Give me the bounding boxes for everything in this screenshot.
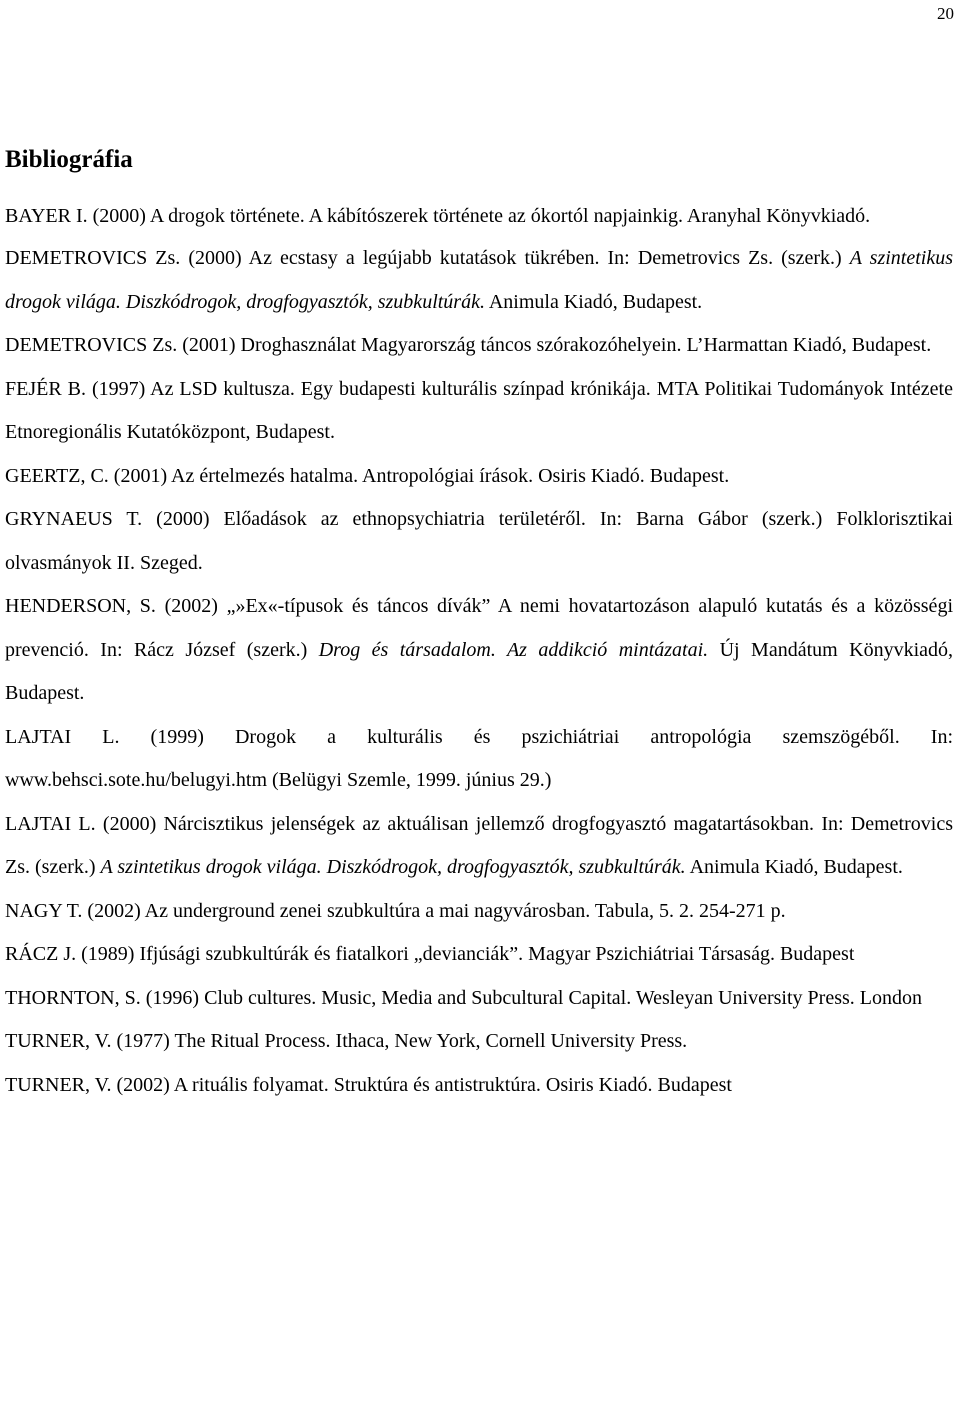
bib-entry-grynaeus: GRYNAEUS T. (2000) Előadások az ethnopsychiatria területéről. In: Barna Gábor (szerk.) Folklorisztikai olvasmányok II. Szeged.: [5, 508, 953, 574]
bib-entry-bayer: BAYER I. (2000) A drogok története. A kábítószerek története az ókortól napjainkig. Aranyhal Könyvkiadó.: [5, 205, 871, 227]
bib-entry-thornton: THORNTON, S. (1996) Club cultures. Music, Media and Subcultural Capital. Wesleyan University Press. London: [5, 986, 922, 1009]
bib-entry-lajtai-2000: LAJTAI L. (2000) Nárcisztikus jelenségek az aktuálisan jellemző drogfogyasztó magatartásokban. In: Demetrovics Zs. (szerk.) A szintetikus drogok világa. Diszkódrogok, drogfogyasztók, szubkultúrák. Animula Kiadó, Budapest.: [5, 812, 953, 878]
bib-entry-turner-1977: TURNER, V. (1977) The Ritual Process. Ithaca, New York, Cornell University Press.: [5, 1030, 688, 1052]
bib-entry-henderson: HENDERSON, S. (2002) „»Ex«-típusok és táncos dívák” A nemi hovatartozáson alapuló kutatás és a közösségi prevenció. In: Rácz József (szerk.) Drog és társadalom. Az addikció mintázatai. Új Mandátum Könyvkiadó, Budapest.: [5, 595, 953, 704]
bib-entry-demetrovics-2000: DEMETROVICS Zs. (2000) Az ecstasy a legújabb kutatások tükrében. In: Demetrovics Zs. (szerk.) A szintetikus drogok világa. Diszkódrogok, drogfogyasztók, szubkultúrák. Animula Kiadó, Budapest.: [5, 247, 953, 313]
bib-entry-nagy: NAGY T. (2002) Az underground zenei szubkultúra a mai nagyvárosban. Tabula, 5. 2. 254-271 p.: [5, 899, 786, 922]
bib-entry-turner-2002: TURNER, V. (2002) A rituális folyamat. Struktúra és antistruktúra. Osiris Kiadó. Budapest: [5, 1073, 732, 1096]
bib-entry-racz: RÁCZ J. (1989) Ifjúsági szubkultúrák és fiatalkori „devianciák”. Magyar Pszichiátriai Társaság. Budapest: [5, 943, 855, 965]
page-number: 20: [937, 4, 954, 23]
bib-entry-demetrovics-2001: DEMETROVICS Zs. (2001) Droghasználat Magyarország táncos szórakozóhelyein. L’Harmattan Kiadó, Budapest.: [5, 334, 932, 356]
bib-entry-geertz: GEERTZ, C. (2001) Az értelmezés hatalma. Antropológiai írások. Osiris Kiadó. Budapest.: [5, 464, 730, 487]
bibliography-list: [5, 196, 953, 1107]
bibliography-heading: Bibliográfia: [5, 146, 133, 173]
bib-entry-lajtai-1999: LAJTAI L. (1999) Drogok a kulturális és pszichiátriai antropológia szemszögéből. In: www.behsci.sote.hu/belugyi.htm (Belügyi Szemle, 1999. június 29.): [5, 725, 953, 791]
bib-entry-fejer: FEJÉR B. (1997) Az LSD kultusza. Egy budapesti kulturális színpad krónikája. MTA Politikai Tudományok Intézete Etnoregionális Kutatóközpont, Budapest.: [5, 377, 953, 443]
